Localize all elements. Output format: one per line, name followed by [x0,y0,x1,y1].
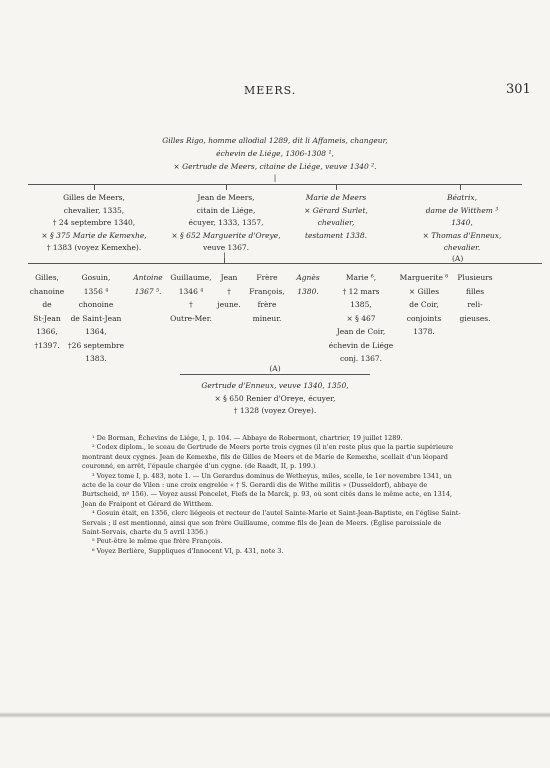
footnote: ⁶ Voyez Berlière, Suppliques d'Innocent VI, p. 431, note 3. [92,546,284,555]
entry-line: Béatrix, [446,193,478,202]
entry-line: gieuses. [459,313,491,323]
gen1-tick [226,184,227,190]
running-header: MEERS. [244,84,297,97]
entry-line: chanoine [29,286,65,296]
entry-line: 1340, [451,218,473,227]
entry-line: Gilles de Meers, [63,193,125,202]
entry-line: 1385, [350,300,372,309]
generation-1-bracket [28,184,522,185]
entry-line: 1367 ⁵. [134,286,162,296]
entry-line: chevalier, [317,218,355,227]
entry-line: Marie ⁶, [345,273,377,282]
section-a-marker: (A) [452,254,464,263]
entry-line: testament 1338. [304,230,368,240]
entry-line: †26 septembre [67,340,125,350]
entry-line: †1397. [34,340,60,350]
entry-line: St-Jean [33,313,61,323]
entry-line: chonoine [78,300,114,309]
entry-line: Jean de Coir, [336,327,386,336]
ancestor-connector: | [273,173,277,182]
entry-line: François, [249,286,285,296]
entry-line: Gertrude d'Enneux, veuve 1340, 1350, [201,381,349,390]
entry-line: † 1328 (voyez Oreye). [233,406,317,415]
entry-line: † 12 mars [342,286,380,296]
entry-line: 1378. [413,327,435,336]
entry-line: 1366, [36,327,58,336]
child-marguerite [396,271,452,339]
entry-line: Agnès [296,273,320,282]
entry-line: 1356 ⁴ [83,286,109,296]
section-a-heading: (A) [269,364,281,373]
footnotes [82,434,462,556]
entry-line: Antoine [133,273,163,282]
child-frere-francois [244,271,290,325]
gen1-tick [460,184,461,190]
entry-line: Jean de Meers, [197,193,255,202]
entry-line: chevalier, 1335, [63,205,125,215]
entry-line: † [227,286,231,296]
child-marie-de-meers [286,192,386,242]
generation-2-bracket [28,263,542,264]
child-plusieurs-filles [452,271,498,325]
entry-line: conj. 1367. [339,354,383,363]
entry-line: Gosuin, [81,273,111,282]
entry-line: × Thomas d'Enneux, [422,230,502,240]
child-marie [326,271,396,366]
entry-line: dame de Witthem ³ [425,205,499,215]
footnote: ⁵ Peut-être le même que frère François. [92,537,223,546]
entry-line: de [42,300,52,309]
child-jean-de-meers [166,192,286,255]
entry-line: 1380. [297,286,319,296]
ancestor-line-3: × Gertrude de Meers, citaine de Liége, veuve 1340 ². [173,162,377,171]
entry-line: Marie de Meers [305,193,367,202]
entry-line: × § 652 Marguerite d'Oreye, [171,230,281,240]
child-antoine [128,271,168,298]
entry-line: Outre-Mer. [170,313,212,323]
entry-line: × Gérard Surlet, [304,205,368,215]
child-gilles-de-meers [28,192,160,255]
entry-line: Marguerite ⁶ [399,273,449,282]
entry-line: filles [465,286,485,296]
entry-line: écuyer, 1333, 1357, [188,218,264,227]
entry-line: de Saint-Jean [70,313,122,323]
jean-connector: | [223,252,226,261]
entry-line: échevin de Liége [328,340,394,350]
entry-line: Plusieurs [457,273,493,282]
entry-line: † 1383 (voyez Kemexhe). [46,243,142,252]
entry-line: † 24 septembre 1340, [52,218,136,227]
child-beatrix [402,192,522,255]
entry-line: reli- [467,300,483,309]
entry-line: 1383. [85,354,107,363]
entry-line: chevalier. [443,243,481,252]
section-a-bracket [180,374,370,375]
entry-line: 1364, [85,327,107,336]
entry-line: mineur. [252,313,282,323]
entry-line: jeune. [217,300,241,309]
child-agnes [290,271,326,298]
entry-line: † [189,300,193,309]
section-a-entry [130,380,420,418]
entry-line: citain de Liége, [196,205,256,215]
footnote: ⁴ Gosuin était, en 1356, clerc liégeois et recteur de l'autel Sainte-Marie et Saint-Jean-Baptiste, en l'église Saint-Servais ; il est mentionné, ainsi que son frère Guillaume, comme fils de Jean de Meers. (Église paroissiale de Saint-Servais, charte du 5 avril 1356.) [82,509,461,537]
child-guillaume [168,271,214,325]
entry-line: conjoints [406,313,442,323]
gen2-stem [224,258,225,263]
entry-line: frère [257,300,277,309]
entry-line: veuve 1367. [202,243,250,252]
child-gosuin [64,271,128,366]
entry-line: Guillaume, [170,273,212,282]
entry-line: Frère [256,273,278,282]
ancestor-line-2: échevin de Liége, 1306-1308 ¹, [216,149,334,158]
entry-line: × § 467 [346,313,376,323]
footnote: ² Codex diplom., le sceau de Gertrude de Meers porte trois cygnes (il n'en reste plus que la partie supérieure montrant deux cygnes. Jean de Kemexhe, fils de Gilles de Meers et de Marie de Kemexhe, scellait d'un léopard couronné, en arrêt, l'épaule chargée d'un cygne. (de Raadt, II, p. 199.) [82,443,454,471]
entry-line: Gilles, [35,273,59,282]
entry-line: Jean [220,273,238,282]
entry-line: de Coir, [409,300,439,309]
entry-line: × § 375 Marie de Kemexhe, [41,230,147,240]
footnote: ³ Voyez tome I, p. 483, note 1. — Un Gerardus dominus de Wetheyus, miles, scelle, le 1er novembre 1341, un acte de la cour de Vilen : une croix engrelée « † S. Gerardi dis de Withe militis » (Dusseldorf), abbaye de Burtscheid, nº 156). — Voyez aussi Poncelet, Fiefs de la Marck, p. 93, où sont cités dans le même acte, en 1314, Jean de Fraipont et Gérard de Witthem. [82,471,453,508]
footnote: ¹ De Borman, Échevins de Liége, I, p. 104. — Abbaye de Robermont, chartrier, 19 juillet 1289. [92,434,403,442]
child-gilles-chanoine [28,271,66,352]
entry-line: 1346 ⁴ [178,286,204,296]
gen1-tick [94,184,95,190]
gen1-tick [336,184,337,190]
page-number: 301 [506,82,531,97]
scan-shadow [0,712,550,718]
entry-line: × Gilles [408,286,440,296]
child-jean-jeune [214,271,244,312]
entry-line: × § 650 Renier d'Oreye, écuyer, [214,393,336,403]
ancestor-line-1: Gilles Rigo, homme allodial 1289, dit li Affameis, changeur, [162,136,388,145]
